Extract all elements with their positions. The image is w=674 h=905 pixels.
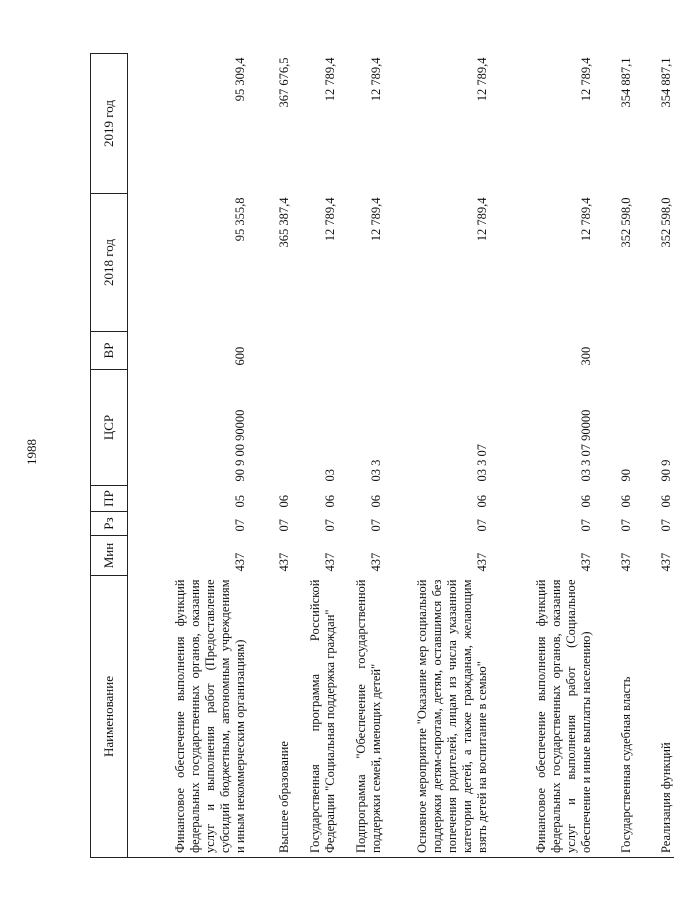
cell-name: Высшее образование	[248, 576, 292, 858]
cell-name: Финансовое обеспечение выполнения функций федеральных государственных органов, оказания услуг и выполнения работ (Социальное обеспечение и иные выплаты населению)	[490, 576, 594, 858]
cell-y2019: 12 789,4	[368, 57, 383, 102]
cell-name: Реализация функций	[634, 576, 674, 858]
cell-pr: 06	[276, 495, 291, 508]
cell-min: 437	[618, 552, 633, 572]
cell-min: 437	[474, 552, 489, 572]
table-row	[384, 54, 490, 858]
cell-y2018: 12 789,4	[368, 197, 383, 242]
cell-rz: 07	[618, 519, 633, 532]
header-min: Мин	[91, 536, 128, 576]
table-row	[128, 54, 248, 858]
cell-csr: 03 3 07	[474, 444, 489, 482]
cell-pr: 06	[474, 495, 489, 508]
cell-csr: 03 3 07 90000	[578, 409, 593, 482]
cell-csr: 90 9 00 90000	[232, 409, 247, 482]
header-csr: ЦСР	[91, 370, 128, 486]
cell-name: Подпрограмма "Обеспечение государственной поддержки семей, имеющих детей"	[338, 576, 384, 858]
cell-min: 437	[578, 552, 593, 572]
cell-y2019: 12 789,4	[474, 57, 489, 102]
cell-rz: 07	[276, 519, 291, 532]
cell-y2018: 12 789,4	[474, 197, 489, 242]
cell-y2018: 352 598,0	[658, 197, 673, 248]
cell-pr: 06	[618, 495, 633, 508]
page-number: 1988	[24, 439, 39, 465]
cell-csr: 90	[618, 469, 633, 482]
cell-y2019: 95 309,4	[232, 57, 247, 102]
cell-vr	[248, 332, 292, 370]
header-2019: 2019 год	[91, 54, 128, 194]
cell-vr	[594, 332, 634, 370]
cell-rz: 07	[232, 519, 247, 532]
table-row	[248, 54, 292, 858]
cell-csr: 03	[322, 469, 337, 482]
cell-y2019: 354 887,1	[658, 57, 673, 108]
cell-y2018: 12 789,4	[578, 197, 593, 242]
cell-pr: 06	[658, 495, 673, 508]
cell-y2019: 354 887,1	[618, 57, 633, 108]
cell-vr	[338, 332, 384, 370]
cell-pr: 06	[578, 495, 593, 508]
budget-table	[90, 53, 674, 858]
header-name: Наименование	[91, 576, 128, 858]
header-vr: ВР	[91, 332, 128, 370]
cell-rz: 07	[658, 519, 673, 532]
cell-name: Государственная программа Российской Федерации "Социальная поддержка граждан"	[292, 576, 338, 858]
table-row	[490, 54, 594, 858]
cell-vr: 600	[232, 346, 247, 366]
cell-rz: 07	[578, 519, 593, 532]
header-2018: 2018 год	[91, 194, 128, 332]
table-row	[634, 54, 674, 858]
table-header-row	[91, 54, 128, 858]
cell-pr: 06	[322, 495, 337, 508]
cell-csr: 03 3	[368, 459, 383, 482]
cell-y2018: 12 789,4	[322, 197, 337, 242]
cell-min: 437	[658, 552, 673, 572]
table-body	[128, 54, 674, 858]
header-pr: ПР	[91, 486, 128, 512]
cell-min: 437	[322, 552, 337, 572]
cell-vr	[292, 332, 338, 370]
cell-y2018: 365 387,4	[276, 197, 291, 248]
cell-name: Основное мероприятие "Оказание мер социальной поддержки детям-сиротам, детям, оставшимся без попечения родителей, лицам из числа указанной категории детей, а также гражданам, желающим взять детей на воспитание в семью"	[384, 576, 490, 858]
cell-y2018: 352 598,0	[618, 197, 633, 248]
cell-y2019: 12 789,4	[578, 57, 593, 102]
cell-vr	[384, 332, 490, 370]
cell-pr: 05	[232, 495, 247, 508]
cell-min: 437	[276, 552, 291, 572]
header-rz: Рз	[91, 512, 128, 536]
cell-rz: 07	[368, 519, 383, 532]
cell-vr: 300	[578, 346, 593, 366]
cell-csr: 90 9	[658, 459, 673, 482]
cell-name: Государственная судебная власть	[594, 576, 634, 858]
cell-csr	[248, 370, 292, 486]
cell-rz: 07	[322, 519, 337, 532]
cell-vr	[634, 332, 674, 370]
cell-rz: 07	[474, 519, 489, 532]
cell-y2019: 12 789,4	[322, 57, 337, 102]
table-row	[338, 54, 384, 858]
cell-min: 437	[368, 552, 383, 572]
table-row	[594, 54, 634, 858]
cell-y2018: 95 355,8	[232, 197, 247, 242]
rotated-page-content	[90, 54, 673, 858]
cell-name: Финансовое обеспечение выполнения функций федеральных государственных органов, оказания услуг и выполнения работ (Предоставление субсидий бюджетным, автономным учреждениям и иным некоммерческим организациям)	[128, 576, 248, 858]
cell-y2019: 367 676,5	[276, 57, 291, 108]
table-row	[292, 54, 338, 858]
cell-min: 437	[232, 552, 247, 572]
cell-pr: 06	[368, 495, 383, 508]
